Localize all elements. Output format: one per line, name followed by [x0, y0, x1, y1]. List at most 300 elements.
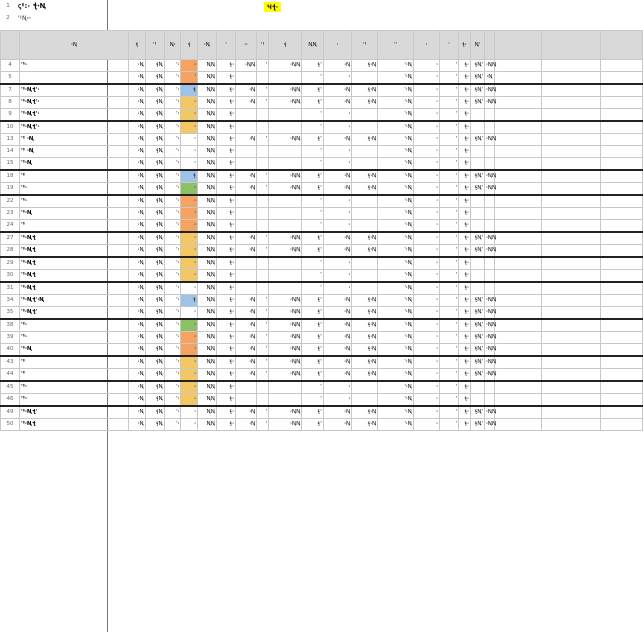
table-cell[interactable]: ꞌ: [439, 121, 458, 134]
table-cell[interactable]: ꞏꞐ: [129, 146, 146, 158]
table-cell[interactable]: ꞌꞏꞐ: [378, 369, 414, 382]
table-cell[interactable]: ꞏꞐꞐ: [485, 84, 494, 97]
table-cell[interactable]: ꞏ: [413, 394, 439, 407]
row-name-cell[interactable]: ꞌꞋꞏꞐꞎꞌꞏ: [19, 97, 128, 109]
table-cell[interactable]: ꞌ: [257, 344, 269, 357]
column-header[interactable]: [494, 31, 541, 60]
table-cell[interactable]: ꞎꞐ: [145, 220, 164, 233]
table-cell[interactable]: ꞎꞐ: [145, 170, 164, 183]
table-cell[interactable]: [269, 208, 302, 220]
table-cell[interactable]: ꞌꞏꞐ: [378, 344, 414, 357]
table-cell[interactable]: ꞏꞐꞐ: [269, 84, 302, 97]
table-cell[interactable]: ꞐꞐ: [197, 245, 216, 258]
table-cell[interactable]: ꞌ: [439, 381, 458, 394]
row-number[interactable]: 8: [1, 97, 20, 109]
table-cell[interactable]: ꞏ: [323, 394, 351, 407]
table-cell[interactable]: ꞌꞏꞐ: [378, 146, 414, 158]
table-cell[interactable]: ꞏꞐ: [323, 232, 351, 245]
table-cell[interactable]: ꞌꞏ: [164, 84, 181, 97]
table-cell[interactable]: ꞎꞐ: [145, 257, 164, 270]
row-number[interactable]: 9: [1, 109, 20, 122]
table-cell[interactable]: ꞌꞏꞐ: [378, 282, 414, 295]
table-cell[interactable]: ꞏ: [413, 72, 439, 85]
row-name-cell[interactable]: ꞌꞋꞏꞐꞎ: [19, 282, 128, 295]
table-cell[interactable]: [470, 381, 484, 394]
table-cell[interactable]: [235, 195, 256, 208]
table-cell[interactable]: [470, 195, 484, 208]
table-row[interactable]: [1, 146, 643, 158]
table-cell[interactable]: ꞎꞏ: [458, 344, 470, 357]
table-cell[interactable]: ꞏ: [413, 183, 439, 196]
table-cell[interactable]: [257, 220, 269, 233]
table-cell[interactable]: ꞌꞏ: [164, 183, 181, 196]
row-number[interactable]: 28: [1, 245, 20, 258]
column-header[interactable]: ꞐꞐ: [302, 31, 323, 60]
table-cell[interactable]: [601, 121, 643, 134]
table-cell[interactable]: ꞌ: [257, 295, 269, 307]
table-cell[interactable]: ꞌ: [439, 369, 458, 382]
table-cell[interactable]: ꞎꞏꞐ: [352, 170, 378, 183]
table-cell[interactable]: ꞏꞐ: [129, 232, 146, 245]
table-cell[interactable]: ꞎꞏꞐ: [352, 344, 378, 357]
table-cell[interactable]: ꞎꞐ: [145, 295, 164, 307]
table-cell[interactable]: [235, 394, 256, 407]
table-cell[interactable]: [269, 109, 302, 122]
table-cell[interactable]: ꞌꞏ: [164, 394, 181, 407]
table-cell[interactable]: ꞏꞐ: [129, 245, 146, 258]
row-name-cell[interactable]: ꞌꞋ ꞏꞐ: [19, 134, 128, 146]
table-cell[interactable]: ꞎꞏ: [216, 220, 235, 233]
table-cell[interactable]: ꞏ: [413, 332, 439, 344]
table-cell[interactable]: [485, 121, 494, 134]
table-cell[interactable]: [542, 121, 601, 134]
table-cell[interactable]: ꞏꞐ: [323, 97, 351, 109]
table-cell[interactable]: ꞌ: [439, 84, 458, 97]
table-cell[interactable]: ꞌ: [302, 220, 323, 233]
table-cell[interactable]: ꞎꞐꞌ: [470, 406, 484, 419]
table-cell[interactable]: ꞏꞐꞐ: [485, 307, 494, 320]
table-cell[interactable]: ꞌꞏ: [164, 208, 181, 220]
table-cell[interactable]: ꞏ: [413, 406, 439, 419]
table-cell[interactable]: ꞌꞏꞐ: [378, 332, 414, 344]
table-cell[interactable]: ꞌꞏ: [164, 369, 181, 382]
table-cell[interactable]: ꞐꞐ: [197, 307, 216, 320]
table-cell[interactable]: [601, 109, 643, 122]
table-cell[interactable]: [542, 146, 601, 158]
table-cell[interactable]: ꞎꞏ: [216, 356, 235, 369]
row-name-cell[interactable]: ꞌꞋꞏꞐꞎ: [19, 232, 128, 245]
table-cell[interactable]: ꞎꞏꞐ: [352, 232, 378, 245]
table-cell[interactable]: [542, 356, 601, 369]
table-cell[interactable]: ꞏ: [181, 245, 198, 258]
table-cell[interactable]: ꞎꞏ: [458, 245, 470, 258]
table-cell[interactable]: ꞏꞐ: [129, 270, 146, 283]
row-number[interactable]: 39: [1, 332, 20, 344]
table-cell[interactable]: ꞎꞌ: [302, 319, 323, 332]
table-cell[interactable]: ꞎꞏ: [216, 232, 235, 245]
table-cell[interactable]: ꞎꞌ: [302, 406, 323, 419]
table-cell[interactable]: ꞏꞐꞐ: [485, 369, 494, 382]
table-cell[interactable]: ꞌꞏ: [164, 109, 181, 122]
table-cell[interactable]: ꞏꞐ: [129, 369, 146, 382]
table-cell[interactable]: [485, 257, 494, 270]
table-cell[interactable]: [494, 245, 541, 258]
table-cell[interactable]: ꞐꞐ: [197, 406, 216, 419]
table-cell[interactable]: ꞌ: [439, 356, 458, 369]
table-cell[interactable]: ꞎꞌ: [302, 419, 323, 431]
row-name-cell[interactable]: ꞌꞋꞏꞐꞎꞌꞏꞐ: [19, 295, 128, 307]
table-cell[interactable]: ꞎꞏ: [216, 295, 235, 307]
table-cell[interactable]: ꞎꞏꞐ: [352, 406, 378, 419]
table-cell[interactable]: ꞎꞐꞌ: [470, 332, 484, 344]
table-cell[interactable]: ꞏꞐꞐ: [269, 319, 302, 332]
table-cell[interactable]: ꞎꞏꞐ: [352, 369, 378, 382]
table-cell[interactable]: ꞏꞐꞐ: [485, 245, 494, 258]
row-name-cell[interactable]: ꞌꞋ ꞏꞐ: [19, 146, 128, 158]
table-cell[interactable]: [601, 245, 643, 258]
row-number[interactable]: 4: [1, 60, 20, 72]
table-cell[interactable]: ꞌ: [257, 60, 269, 72]
table-cell[interactable]: ꞏꞐ: [129, 381, 146, 394]
table-cell[interactable]: ꞏꞐꞐ: [269, 356, 302, 369]
table-cell[interactable]: ꞌ: [302, 282, 323, 295]
table-cell[interactable]: ꞏ: [181, 344, 198, 357]
row-number[interactable]: 43: [1, 356, 20, 369]
table-cell[interactable]: ꞐꞐ: [197, 356, 216, 369]
table-cell[interactable]: ꞎꞏ: [458, 84, 470, 97]
table-cell[interactable]: ꞌ: [439, 319, 458, 332]
table-cell[interactable]: ꞎꞐꞌ: [470, 97, 484, 109]
table-cell[interactable]: ꞏ: [413, 245, 439, 258]
table-cell[interactable]: [352, 121, 378, 134]
table-cell[interactable]: ꞎꞐ: [145, 270, 164, 283]
column-header[interactable]: ꞌꞋ: [145, 31, 164, 60]
table-cell[interactable]: ꞏꞐ: [235, 319, 256, 332]
table-cell[interactable]: [352, 257, 378, 270]
table-cell[interactable]: ꞏ: [323, 121, 351, 134]
table-cell[interactable]: ꞏꞐ: [235, 183, 256, 196]
table-cell[interactable]: [235, 72, 256, 85]
table-cell[interactable]: [494, 270, 541, 283]
highlight-cell[interactable]: Ɥꞎꞏ: [264, 2, 281, 12]
table-cell[interactable]: ꞏꞐꞐ: [269, 406, 302, 419]
table-cell[interactable]: [257, 208, 269, 220]
table-cell[interactable]: ꞌ: [257, 356, 269, 369]
table-cell[interactable]: ꞏꞐ: [235, 245, 256, 258]
table-cell[interactable]: [257, 394, 269, 407]
table-cell[interactable]: ꞏꞐ: [129, 257, 146, 270]
table-cell[interactable]: ꞎꞏ: [216, 332, 235, 344]
table-row[interactable]: [1, 195, 643, 208]
table-cell[interactable]: ꞎꞏ: [216, 419, 235, 431]
table-cell[interactable]: ꞎꞏ: [458, 170, 470, 183]
table-row[interactable]: [1, 232, 643, 245]
table-cell[interactable]: [542, 307, 601, 320]
table-cell[interactable]: [601, 319, 643, 332]
table-cell[interactable]: ꞌꞏ: [164, 332, 181, 344]
table-cell[interactable]: [542, 319, 601, 332]
table-cell[interactable]: ꞌ: [439, 406, 458, 419]
table-cell[interactable]: ꞏꞐ: [129, 121, 146, 134]
table-cell[interactable]: ꞎꞐꞌ: [470, 319, 484, 332]
table-cell[interactable]: ꞎꞐ: [145, 195, 164, 208]
table-cell[interactable]: ꞎꞏ: [458, 419, 470, 431]
table-cell[interactable]: ꞎꞌ: [302, 60, 323, 72]
table-cell[interactable]: [542, 183, 601, 196]
table-cell[interactable]: ꞎꞐ: [145, 307, 164, 320]
table-cell[interactable]: ꞏꞐꞐ: [485, 170, 494, 183]
table-cell[interactable]: ꞏ: [181, 60, 198, 72]
table-cell[interactable]: ꞏꞐꞐ: [485, 332, 494, 344]
table-cell[interactable]: ꞎꞐꞌ: [470, 72, 484, 85]
table-cell[interactable]: ꞏ: [413, 60, 439, 72]
table-row[interactable]: [1, 319, 643, 332]
table-cell[interactable]: ꞏꞐ: [129, 419, 146, 431]
table-cell[interactable]: [235, 109, 256, 122]
sheet-subtitle[interactable]: ꞌꞋꞐ꞊ꞏ: [18, 15, 31, 22]
table-cell[interactable]: ꞎꞐꞌ: [470, 170, 484, 183]
table-cell[interactable]: [269, 195, 302, 208]
table-cell[interactable]: ꞏꞐ: [129, 183, 146, 196]
table-row[interactable]: [1, 332, 643, 344]
table-cell[interactable]: ꞏ: [181, 158, 198, 171]
table-cell[interactable]: [352, 381, 378, 394]
row-number[interactable]: 35: [1, 307, 20, 320]
row-name-cell[interactable]: ꞌꞋꞏꞐꞎꞌꞏ: [19, 84, 128, 97]
table-cell[interactable]: ꞎꞌ: [302, 232, 323, 245]
table-cell[interactable]: ꞏꞐꞐ: [485, 419, 494, 431]
table-cell[interactable]: [235, 257, 256, 270]
table-cell[interactable]: ꞏ: [181, 419, 198, 431]
table-row[interactable]: [1, 257, 643, 270]
row-number[interactable]: 18: [1, 170, 20, 183]
table-cell[interactable]: ꞌꞏ: [164, 344, 181, 357]
table-cell[interactable]: ꞏ: [181, 257, 198, 270]
table-cell[interactable]: ꞎ: [181, 295, 198, 307]
table-cell[interactable]: ꞎꞏ: [216, 381, 235, 394]
table-cell[interactable]: ꞌꞏꞐ: [378, 394, 414, 407]
table-cell[interactable]: ꞌꞏ: [164, 381, 181, 394]
table-cell[interactable]: [257, 109, 269, 122]
table-cell[interactable]: ꞐꞐ: [197, 84, 216, 97]
table-cell[interactable]: ꞌꞏꞐ: [378, 406, 414, 419]
table-cell[interactable]: ꞏ: [413, 319, 439, 332]
table-cell[interactable]: ꞏ: [413, 419, 439, 431]
table-cell[interactable]: [257, 257, 269, 270]
table-cell[interactable]: ꞎꞏ: [216, 97, 235, 109]
table-cell[interactable]: ꞎꞏ: [458, 232, 470, 245]
table-cell[interactable]: [542, 97, 601, 109]
table-cell[interactable]: ꞎꞏ: [216, 195, 235, 208]
row-name-cell[interactable]: ꞌꞋꞏꞐ: [19, 158, 128, 171]
table-cell[interactable]: ꞏꞐꞐ: [269, 295, 302, 307]
table-cell[interactable]: ꞌꞏꞐ: [378, 158, 414, 171]
table-cell[interactable]: ꞏꞐ: [235, 232, 256, 245]
table-cell[interactable]: ꞎꞐ: [145, 381, 164, 394]
table-cell[interactable]: [542, 220, 601, 233]
table-cell[interactable]: ꞎꞏ: [458, 72, 470, 85]
table-cell[interactable]: [235, 208, 256, 220]
table-cell[interactable]: ꞎꞏ: [216, 344, 235, 357]
table-cell[interactable]: ꞎꞏ: [458, 109, 470, 122]
table-cell[interactable]: ꞏꞐꞐ: [269, 245, 302, 258]
table-cell[interactable]: ꞎꞌ: [302, 307, 323, 320]
table-cell[interactable]: [352, 270, 378, 283]
table-cell[interactable]: ꞏ: [413, 344, 439, 357]
table-cell[interactable]: ꞎꞏ: [458, 270, 470, 283]
column-header[interactable]: ꞎ: [181, 31, 198, 60]
table-cell[interactable]: ꞌꞏ: [164, 295, 181, 307]
column-header[interactable]: [601, 31, 643, 60]
table-cell[interactable]: ꞎꞏ: [458, 158, 470, 171]
table-cell[interactable]: ꞌ: [302, 72, 323, 85]
table-cell[interactable]: [494, 146, 541, 158]
table-cell[interactable]: ꞎꞌ: [302, 97, 323, 109]
table-cell[interactable]: [257, 282, 269, 295]
row-name-cell[interactable]: ꞌꞋꞏꞐꞎ: [19, 257, 128, 270]
table-row[interactable]: [1, 170, 643, 183]
table-cell[interactable]: [601, 282, 643, 295]
table-cell[interactable]: ꞎꞏ: [458, 295, 470, 307]
table-cell[interactable]: ꞌꞏ: [164, 60, 181, 72]
table-cell[interactable]: ꞐꞐ: [197, 183, 216, 196]
row-number[interactable]: 29: [1, 257, 20, 270]
table-cell[interactable]: [235, 146, 256, 158]
table-row[interactable]: [1, 369, 643, 382]
table-row[interactable]: [1, 307, 643, 320]
table-cell[interactable]: ꞌ: [257, 84, 269, 97]
table-cell[interactable]: ꞌꞏꞐ: [378, 245, 414, 258]
table-cell[interactable]: ꞏꞐ: [235, 170, 256, 183]
table-cell[interactable]: [542, 134, 601, 146]
row-number[interactable]: 31: [1, 282, 20, 295]
column-header[interactable]: ꞌꞋ: [257, 31, 269, 60]
table-cell[interactable]: ꞎꞌ: [302, 170, 323, 183]
table-cell[interactable]: ꞏ: [413, 97, 439, 109]
table-cell[interactable]: [269, 72, 302, 85]
table-row[interactable]: [1, 344, 643, 357]
table-cell[interactable]: [352, 282, 378, 295]
table-cell[interactable]: ꞌꞏ: [164, 307, 181, 320]
table-cell[interactable]: ꞏ: [413, 257, 439, 270]
table-cell[interactable]: [601, 60, 643, 72]
table-cell[interactable]: [269, 121, 302, 134]
table-cell[interactable]: ꞏ: [181, 319, 198, 332]
row-name-cell[interactable]: ꞌꞋꞏ: [19, 183, 128, 196]
table-cell[interactable]: [542, 84, 601, 97]
table-cell[interactable]: ꞌꞏꞐ: [378, 232, 414, 245]
table-cell[interactable]: ꞎꞐꞌ: [470, 245, 484, 258]
table-cell[interactable]: ꞎꞏ: [458, 220, 470, 233]
table-cell[interactable]: ꞌꞏ: [164, 245, 181, 258]
table-cell[interactable]: ꞎꞐ: [145, 146, 164, 158]
table-cell[interactable]: ꞏ: [413, 220, 439, 233]
table-cell[interactable]: ꞏꞐ: [129, 356, 146, 369]
row-name-cell[interactable]: ꞌꞋꞏꞐꞎ: [19, 245, 128, 258]
table-cell[interactable]: ꞌ: [257, 183, 269, 196]
table-cell[interactable]: [494, 369, 541, 382]
table-cell[interactable]: ꞏ: [181, 134, 198, 146]
row-number[interactable]: 49: [1, 406, 20, 419]
table-cell[interactable]: ꞎꞏꞐ: [352, 319, 378, 332]
row-number[interactable]: 19: [1, 183, 20, 196]
table-cell[interactable]: [494, 72, 541, 85]
table-cell[interactable]: ꞌꞏꞐ: [378, 60, 414, 72]
table-cell[interactable]: ꞐꞐ: [197, 270, 216, 283]
table-cell[interactable]: ꞎꞏ: [458, 121, 470, 134]
table-cell[interactable]: ꞏꞐ: [235, 134, 256, 146]
table-cell[interactable]: ꞎꞏꞐ: [352, 307, 378, 320]
row-number[interactable]: 24: [1, 220, 20, 233]
table-cell[interactable]: ꞌꞏꞐ: [378, 109, 414, 122]
table-cell[interactable]: [542, 270, 601, 283]
table-cell[interactable]: ꞏ: [181, 97, 198, 109]
table-cell[interactable]: ꞎꞌ: [302, 134, 323, 146]
table-cell[interactable]: [269, 381, 302, 394]
table-cell[interactable]: ꞎꞏ: [458, 356, 470, 369]
table-cell[interactable]: ꞏꞐꞐ: [269, 369, 302, 382]
table-cell[interactable]: ꞐꞐ: [197, 232, 216, 245]
table-cell[interactable]: ꞎꞏ: [458, 369, 470, 382]
table-cell[interactable]: [257, 146, 269, 158]
table-cell[interactable]: [352, 109, 378, 122]
table-cell[interactable]: ꞎꞐꞌ: [470, 84, 484, 97]
table-cell[interactable]: [542, 419, 601, 431]
table-cell[interactable]: [601, 158, 643, 171]
table-cell[interactable]: [494, 356, 541, 369]
column-header[interactable]: Ꞑꞌ: [470, 31, 484, 60]
table-cell[interactable]: ꞏ: [181, 220, 198, 233]
table-cell[interactable]: [485, 270, 494, 283]
table-cell[interactable]: ꞌꞏ: [164, 406, 181, 419]
table-cell[interactable]: ꞎꞏ: [458, 183, 470, 196]
table-cell[interactable]: ꞏꞐ: [129, 282, 146, 295]
table-cell[interactable]: ꞐꞐ: [197, 146, 216, 158]
table-cell[interactable]: [494, 84, 541, 97]
table-cell[interactable]: [542, 208, 601, 220]
table-cell[interactable]: [494, 419, 541, 431]
table-cell[interactable]: [470, 282, 484, 295]
table-cell[interactable]: ꞎꞐ: [145, 419, 164, 431]
table-cell[interactable]: [494, 208, 541, 220]
table-row[interactable]: [1, 109, 643, 122]
table-row[interactable]: [1, 183, 643, 196]
table-cell[interactable]: ꞌ: [439, 295, 458, 307]
table-cell[interactable]: ꞏ: [181, 270, 198, 283]
column-header[interactable]: ꞌ: [216, 31, 235, 60]
table-cell[interactable]: [470, 121, 484, 134]
table-cell[interactable]: [542, 60, 601, 72]
table-cell[interactable]: ꞎꞐ: [145, 394, 164, 407]
column-header[interactable]: Ꞑꞏ: [164, 31, 181, 60]
table-cell[interactable]: ꞏꞐꞐ: [269, 170, 302, 183]
table-cell[interactable]: [235, 220, 256, 233]
table-cell[interactable]: [601, 170, 643, 183]
row-number[interactable]: 7: [1, 84, 20, 97]
sheet-title[interactable]: ꞔꞋ꞉꞊ ꞎꞏꞐ: [18, 2, 46, 10]
table-cell[interactable]: [470, 146, 484, 158]
table-cell[interactable]: ꞎ: [181, 84, 198, 97]
row-number[interactable]: 10: [1, 121, 20, 134]
table-cell[interactable]: ꞌ: [439, 257, 458, 270]
table-cell[interactable]: ꞎꞏ: [216, 170, 235, 183]
table-cell[interactable]: ꞌꞏ: [164, 121, 181, 134]
table-row[interactable]: [1, 282, 643, 295]
table-row[interactable]: [1, 134, 643, 146]
table-cell[interactable]: ꞎꞐ: [145, 134, 164, 146]
table-cell[interactable]: ꞏ: [413, 307, 439, 320]
table-cell[interactable]: ꞏ: [181, 146, 198, 158]
